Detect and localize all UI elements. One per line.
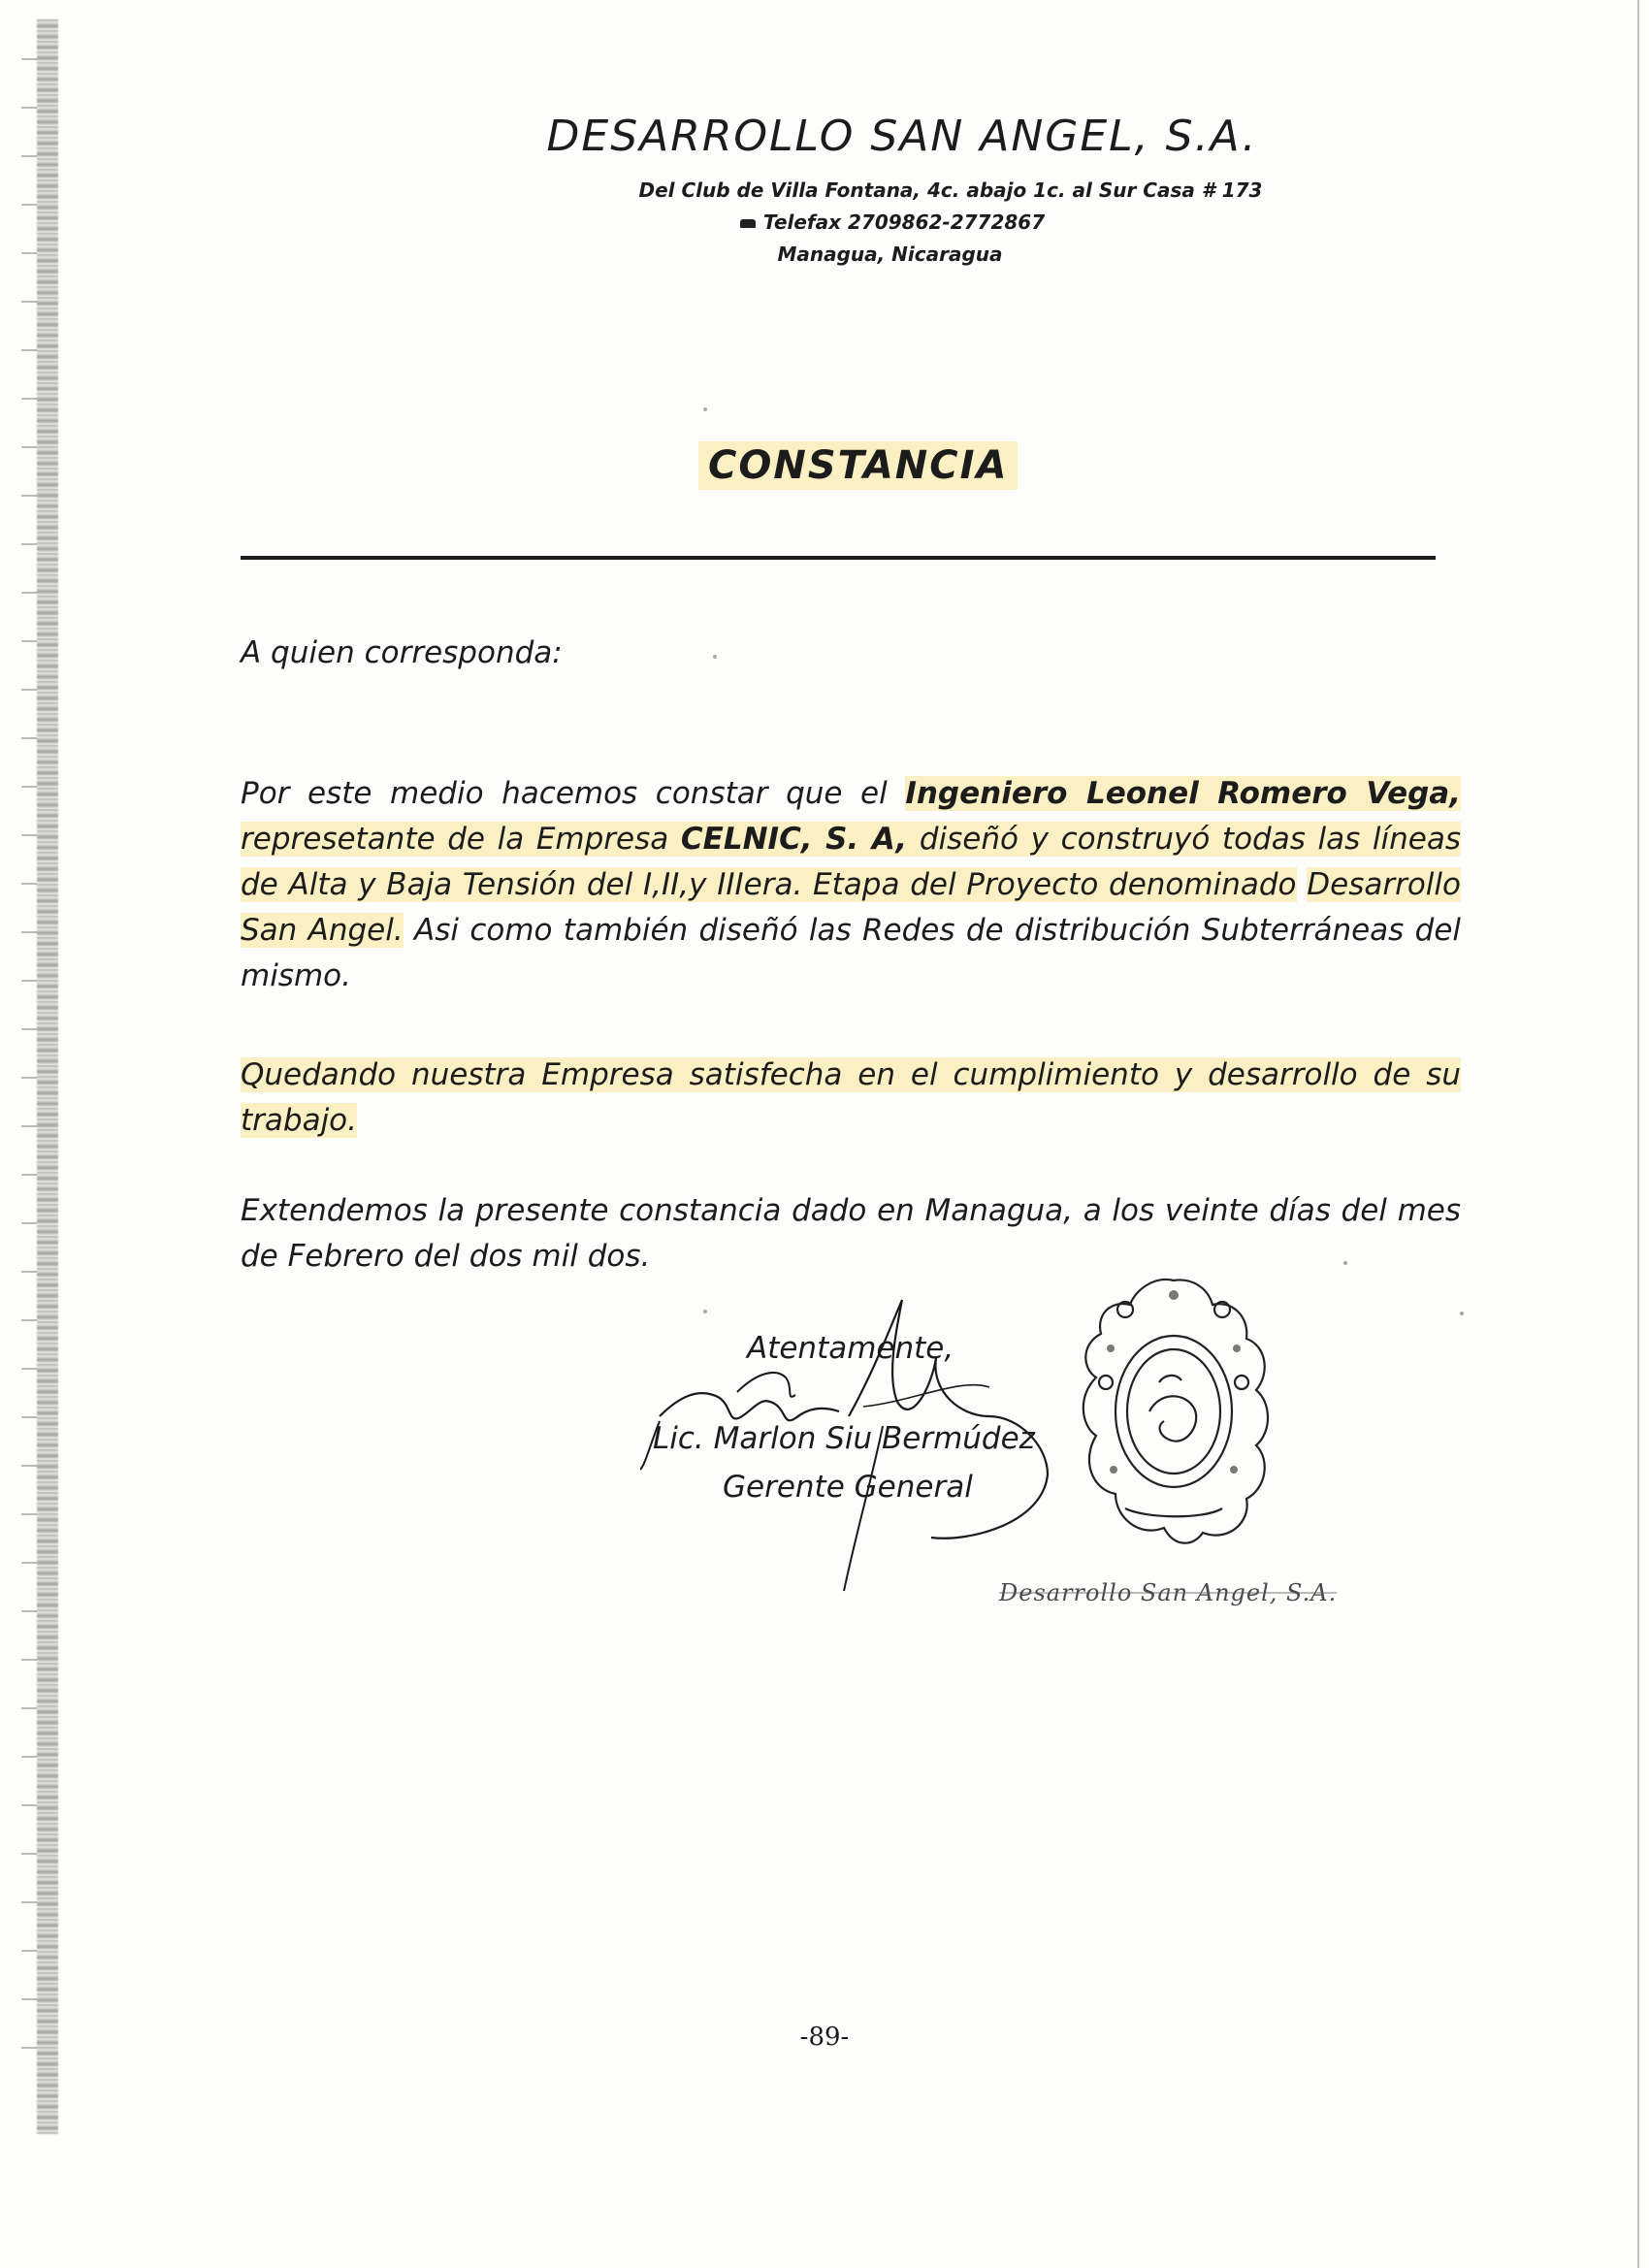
- company-city: Managua, Nicaragua: [777, 243, 1003, 266]
- ornate-seal-graphic: [1067, 1266, 1280, 1557]
- para1-text-2: represetante de la Empresa: [241, 822, 681, 857]
- signature-graphic: [640, 1280, 1086, 1601]
- binding-edge: [37, 19, 58, 2134]
- company-address: Del Club de Villa Fontana, 4c. abajo 1c. al Sur Casa # 173: [638, 178, 1263, 202]
- company-celnic: CELNIC, S. A,: [680, 822, 908, 857]
- title-rule: [241, 556, 1436, 560]
- paragraph-certification: [241, 771, 1461, 999]
- paragraph-issuance: Extendemos la presente constancia dado en Managua, a los veinte días del mes de Febrero del dos mil dos.: [241, 1193, 1461, 1274]
- engineer-name: Ingeniero Leonel Romero Vega,: [905, 776, 1461, 811]
- para1-text-1: Por este medio hacemos constar que el: [241, 776, 906, 811]
- seal-caption: Desarrollo San Angel, S.A.: [999, 1579, 1338, 1606]
- paragraph-satisfaction: [241, 1053, 1461, 1144]
- page-number: -89-: [799, 2023, 850, 2052]
- letterhead: [0, 112, 1649, 271]
- para1-text-3: diseñó y construyó todas las líneas: [907, 822, 1462, 857]
- telefax-text: Telefax 2709862-2772867: [762, 211, 1046, 234]
- company-telefax: [136, 207, 1649, 239]
- para2-text: Quedando nuestra Empresa satisfecha en el cumplimiento y desarrollo de su trabajo.: [241, 1057, 1461, 1138]
- scan-speck: [713, 655, 717, 659]
- scan-speck: [1460, 1312, 1464, 1315]
- para1-text-4: de Alta y Baja Tensión del I,II,y IIIera. Etapa del Proyecto denominado: [241, 867, 1297, 902]
- scan-speck: [1343, 1261, 1347, 1265]
- company-name: DESARROLLO SAN ANGEL, S.A.: [546, 112, 1258, 161]
- para1-text-6: Asi como también diseñó las Redes de distribución Subterráneas del mismo.: [241, 913, 1461, 993]
- binding-ticks: [21, 58, 37, 2095]
- telephone-icon: [740, 219, 756, 228]
- para1-text-5: Desarrollo San Angel.: [241, 867, 1461, 948]
- closing-salutation: Atentamente,: [747, 1331, 954, 1366]
- page-right-edge: [1637, 0, 1639, 2268]
- signer-name: Lic. Marlon Siu Bermúdez: [653, 1421, 1035, 1456]
- salutation: A quien corresponda:: [241, 635, 563, 670]
- document-title: CONSTANCIA: [698, 441, 1018, 490]
- scan-speck: [703, 1310, 707, 1313]
- scan-speck: [703, 407, 707, 411]
- signer-role: Gerente General: [723, 1470, 973, 1505]
